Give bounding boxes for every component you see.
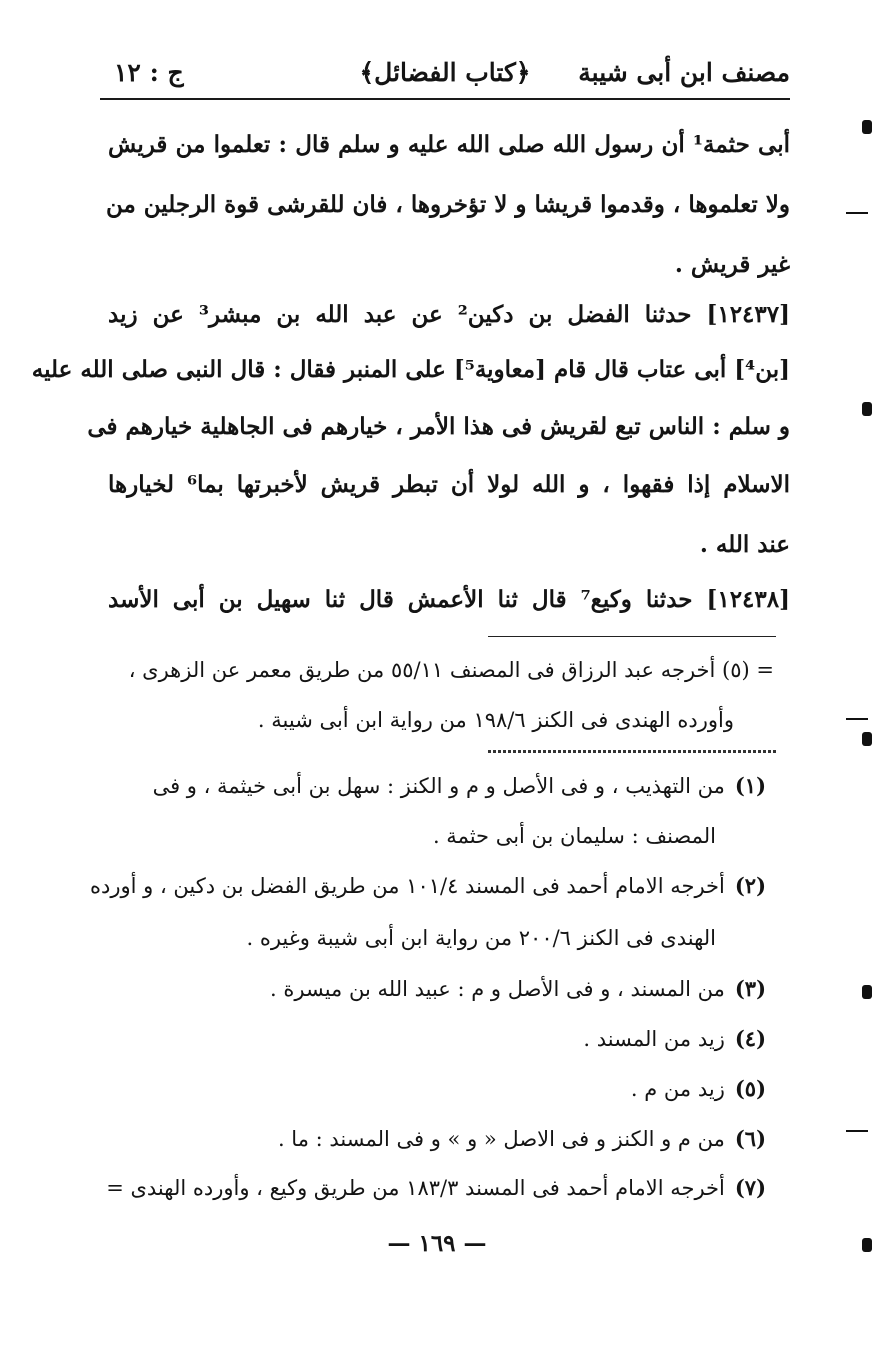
footnote-text: من م و الكنز و فى الاصل « و » و فى المسند : ما .: [277, 1127, 725, 1151]
footnote-text: زيد من م .: [630, 1077, 725, 1101]
footnote-7: [106, 1174, 766, 1202]
footnote-text: أخرجه الامام أحمد فى المسند ١٨٣/٣ من طريق وكيع ، وأورده الهندى =: [106, 1176, 725, 1200]
margin-tick: [846, 1130, 868, 1144]
footnote-number: (٥): [734, 1076, 766, 1101]
margin-mark: [862, 120, 872, 134]
footnote-number: (٤): [734, 1026, 766, 1051]
footnote-2-cont: [246, 924, 716, 952]
source-note-line: = (٥) أخرجه عبد الرزاق فى المصنف ٥٥/١١ من طريق معمر عن الزهرى ،: [128, 658, 774, 682]
footnote-2: [90, 872, 766, 900]
hadith-12437-start: [١٢٤٣٧] حدثنا الفضل بن دكين² عن عبد الله بن مبشر³ عن زيد: [108, 301, 791, 328]
page-number: — ١٦٩ —: [387, 1230, 487, 1257]
volume-number: ج : ١٢: [114, 58, 184, 87]
text-line: غير قريش .: [674, 251, 790, 278]
footnote-3: [270, 975, 766, 1003]
text-line: أبى حثمة¹ أن رسول الله صلى الله عليه و سلم قال : تعلموا من قريش: [108, 131, 790, 158]
footnote-text: زيد من المسند .: [583, 1027, 725, 1051]
footnote-text: من المسند ، و فى الأصل و م : عبيد الله بن ميسرة .: [270, 977, 725, 1001]
footnote-text: أخرجه الامام أحمد فى المسند ١٠١/٤ من طريق الفضل بن دكين ، و أورده: [90, 874, 725, 898]
footnote-text: المصنف : سليمان بن أبى حثمة .: [432, 824, 716, 848]
footnote-separator: [488, 636, 776, 637]
footnote-number: (١): [734, 773, 766, 798]
footnote-5: [631, 1075, 766, 1103]
text-line: الاسلام إذا فقهوا ، و الله لولا أن تبطر قريش لأخبرتها بما⁶ لخيارها: [108, 471, 790, 498]
text-line: و سلم : الناس تبع لقريش فى هذا الأمر ، خيارهم فى الجاهلية خيارهم فى: [87, 413, 790, 440]
margin-mark: [862, 732, 872, 746]
margin-mark: [862, 402, 872, 416]
footnote-number: (٢): [734, 873, 766, 898]
book-title: مصنف ابن أبى شيبة: [578, 58, 790, 87]
footnote-number: (٧): [734, 1175, 766, 1200]
source-note-line: وأورده الهندى فى الكنز ١٩٨/٦ من رواية ابن أبى شيبة .: [257, 708, 734, 732]
footnote-number: (٦): [734, 1126, 766, 1151]
margin-tick: [846, 718, 868, 732]
header-rule: [100, 98, 790, 100]
text-line: ولا تعلموها ، وقدموا قريشا و لا تؤخروها ، فان للقرشى قوة الرجلين من: [105, 191, 790, 218]
text-line: عند الله .: [699, 531, 790, 558]
hadith-12438-start: [١٢٤٣٨] حدثنا وكيع⁷ قال ثنا الأعمش قال ثنا سهيل بن أبى الأسد: [108, 586, 791, 613]
footnote-6: [278, 1125, 766, 1153]
text-line: [بن⁴] أبى عتاب قال قام [معاوية⁵] على المنبر فقال : قال النبى صلى الله عليه: [31, 356, 790, 383]
footnote-1-cont: [433, 822, 716, 850]
margin-tick: [846, 212, 868, 226]
footnote-text: من التهذيب ، و فى الأصل و م و الكنز : سهل بن أبى خيثمة ، و فى: [152, 774, 725, 798]
running-header: [100, 50, 790, 94]
wavy-separator: [488, 750, 776, 753]
footnote-number: (٣): [734, 976, 766, 1001]
footnote-4: [583, 1025, 766, 1053]
chapter-title: ﴿كتاب الفضائل﴾: [359, 58, 531, 87]
footnote-text: الهندى فى الكنز ٢٠٠/٦ من رواية ابن أبى شيبة وغيره .: [246, 926, 716, 950]
margin-mark: [862, 1238, 872, 1252]
footnote-1: [153, 772, 766, 800]
margin-mark: [862, 985, 872, 999]
